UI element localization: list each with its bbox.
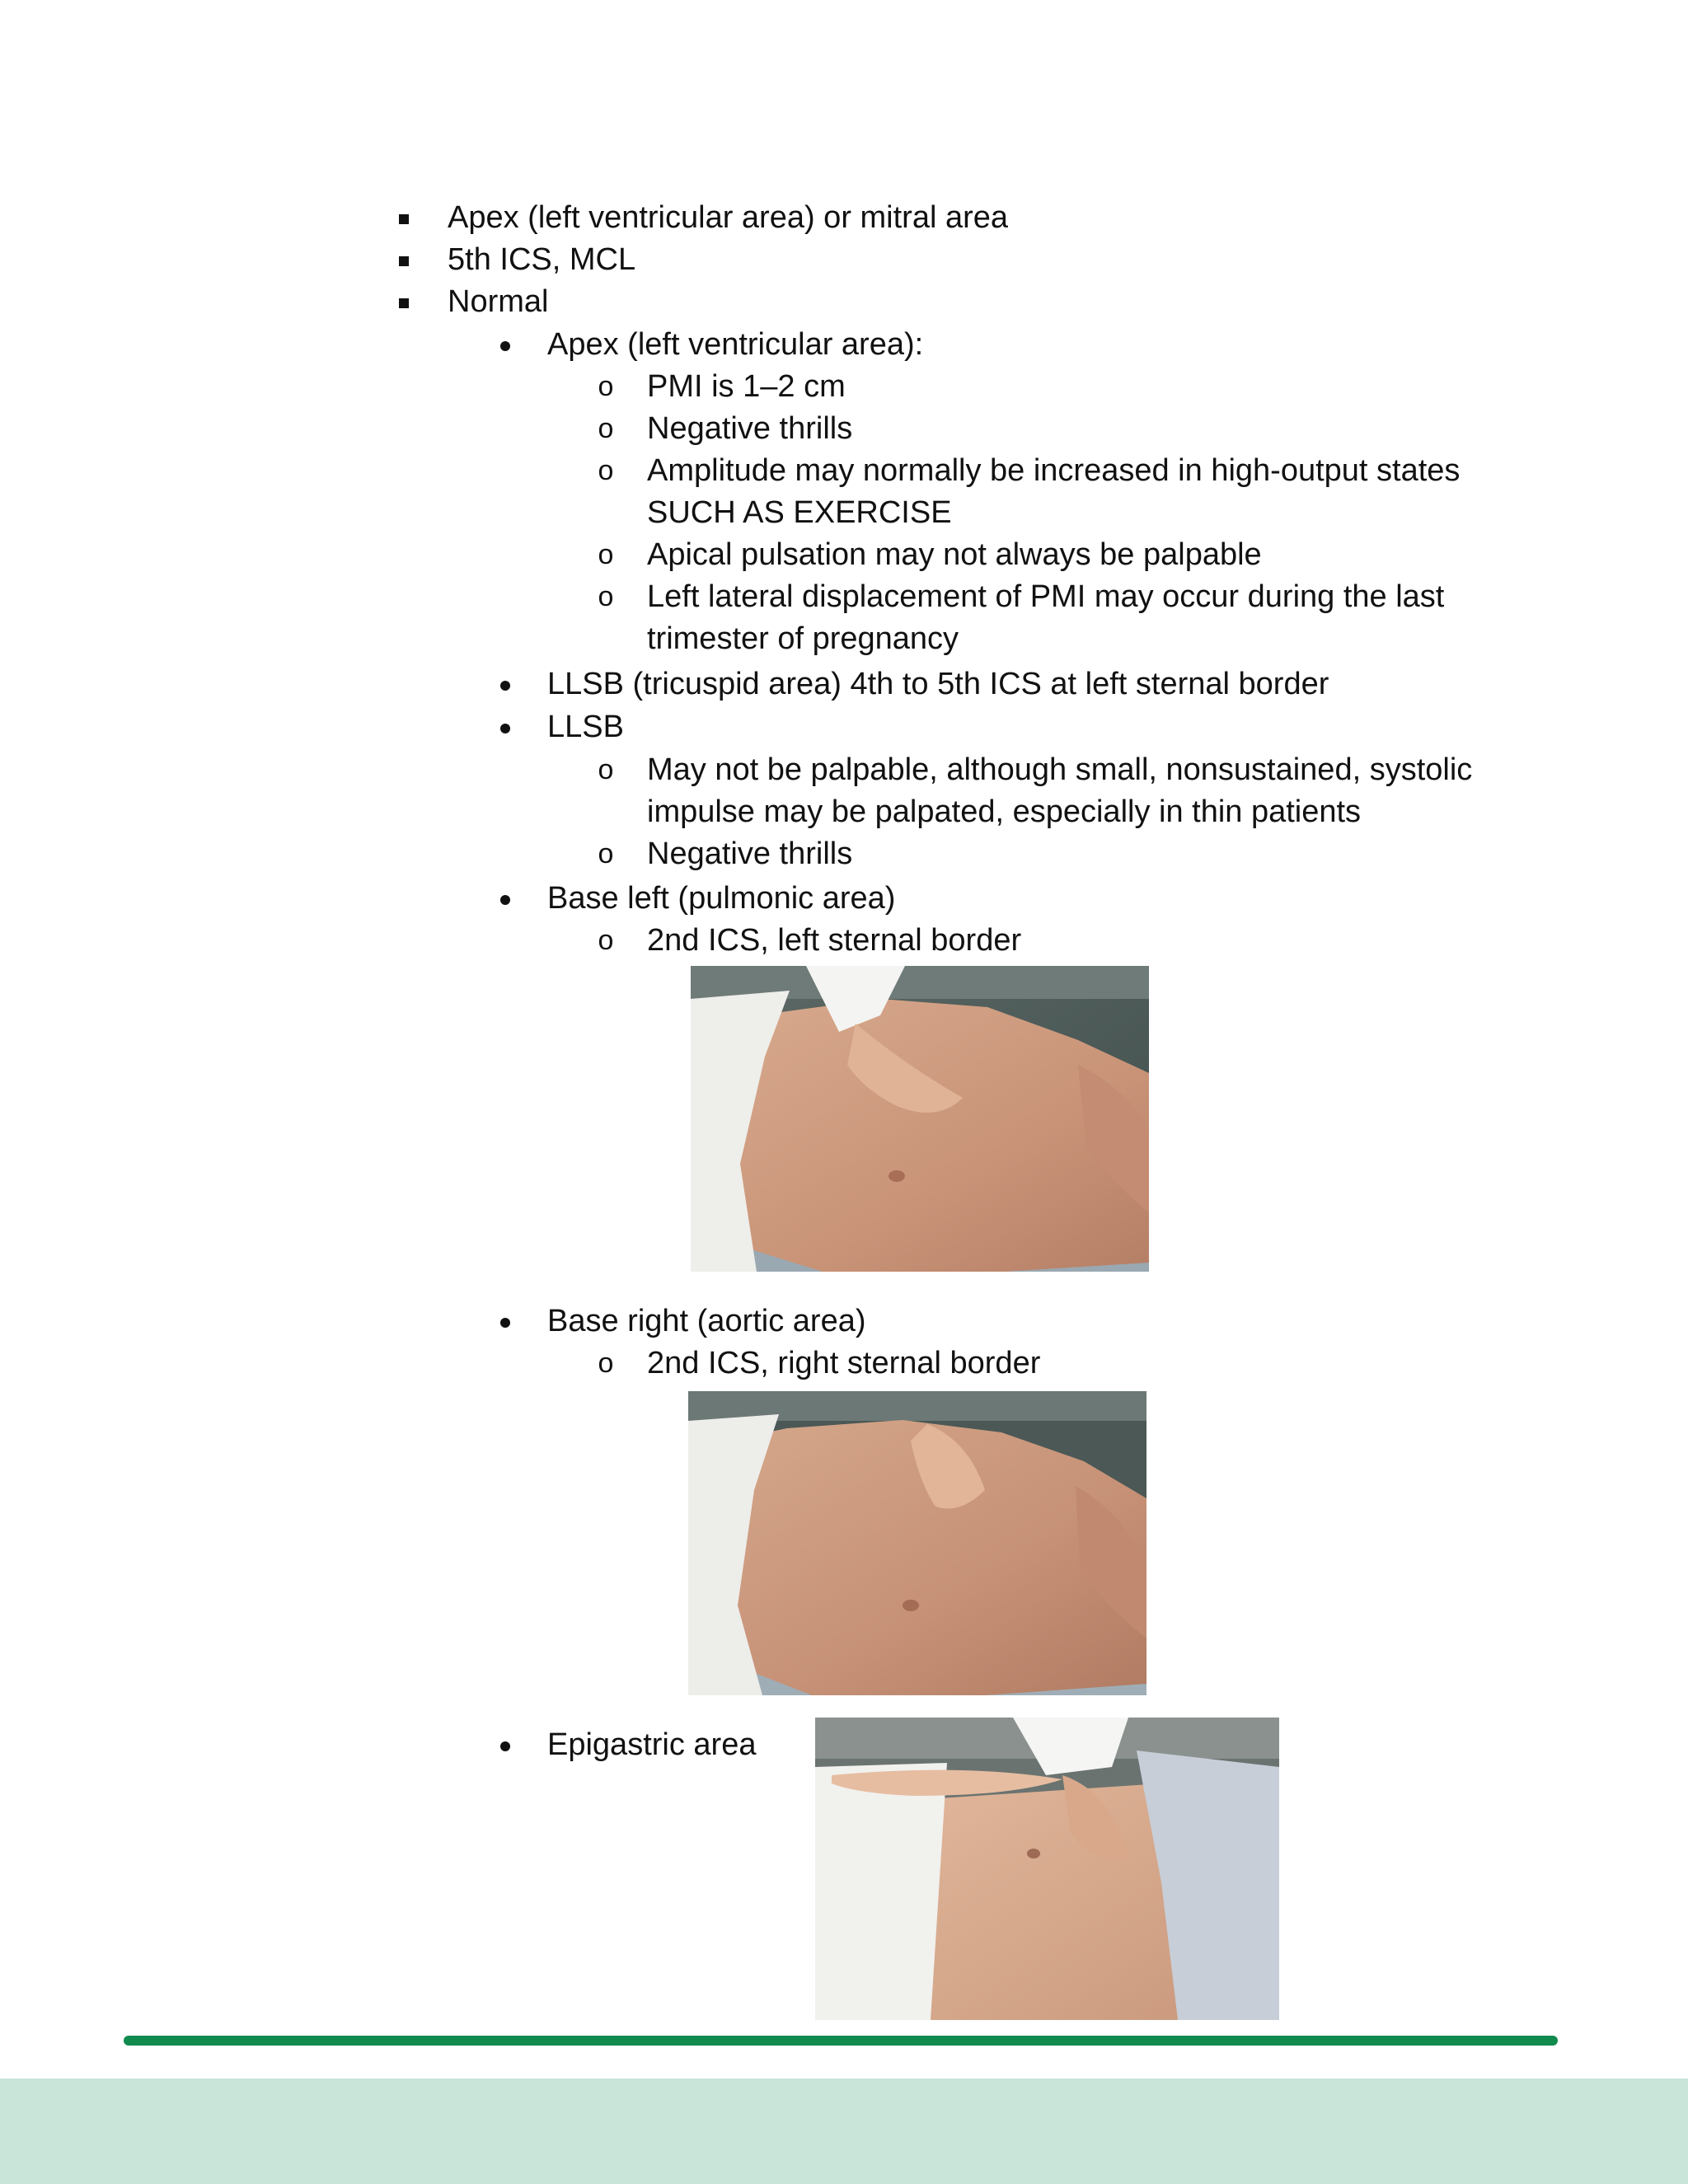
- dot-bullet: [495, 1301, 515, 1343]
- list-item-may-not-be-palpable: May not be palpable, although small, nonsustained, systolic: [647, 752, 1473, 787]
- list-item-2nd-ics-left: 2nd ICS, left sternal border: [647, 923, 1022, 958]
- circle-bullet: o: [598, 1347, 614, 1379]
- list-item-apex-lv: Apex (left ventricular area):: [547, 327, 924, 362]
- list-item-negative-thrills-2: Negative thrills: [647, 837, 853, 871]
- list-item-5th-ics: 5th ICS, MCL: [448, 242, 636, 277]
- list-item-base-left: Base left (pulmonic area): [547, 881, 896, 916]
- dot-bullet: [495, 663, 515, 705]
- footer-divider: [124, 2036, 1558, 2046]
- list-item-epigastric: Epigastric area: [547, 1727, 757, 1762]
- list-item-apex-mitral: Apex (left ventricular area) or mitral area: [448, 200, 1009, 235]
- list-item-amplitude: Amplitude may normally be increased in high-output states: [647, 453, 1461, 488]
- square-bullet: [394, 197, 414, 239]
- circle-bullet: o: [598, 371, 614, 402]
- list-item-2nd-ics-right: 2nd ICS, right sternal border: [647, 1346, 1041, 1380]
- circle-bullet: o: [598, 539, 614, 570]
- list-item-llsb-tricuspid: LLSB (tricuspid area) 4th to 5th ICS at left sternal border: [547, 667, 1329, 701]
- list-item-lateral-displacement: Left lateral displacement of PMI may occur during the last: [647, 579, 1445, 614]
- list-item-base-right: Base right (aortic area): [547, 1304, 866, 1338]
- list-item-lateral-displacement-cont: trimester of pregnancy: [647, 621, 959, 656]
- square-bullet: [394, 281, 414, 323]
- circle-bullet: o: [598, 413, 614, 444]
- photo-base-left-palpation: [691, 966, 1149, 1272]
- dot-bullet: [495, 1724, 515, 1766]
- list-item-pmi: PMI is 1–2 cm: [647, 369, 846, 404]
- dot-bullet: [495, 324, 515, 366]
- circle-bullet: o: [598, 838, 614, 869]
- dot-bullet: [495, 706, 515, 748]
- list-item-llsb: LLSB: [547, 710, 624, 744]
- circle-bullet: o: [598, 925, 614, 956]
- dot-bullet: [495, 878, 515, 920]
- circle-bullet: o: [598, 455, 614, 486]
- footer-band: [0, 2079, 1688, 2184]
- photo-base-right-palpation: [688, 1391, 1146, 1695]
- list-item-amplitude-cont: SUCH AS EXERCISE: [647, 495, 952, 530]
- list-item-apical-pulsation: Apical pulsation may not always be palpable: [647, 537, 1262, 572]
- list-item-may-not-be-palpable-cont: impulse may be palpated, especially in thin patients: [647, 794, 1362, 829]
- photo-epigastric-palpation: [815, 1718, 1279, 2020]
- circle-bullet: o: [598, 581, 614, 612]
- list-item-normal: Normal: [448, 284, 549, 319]
- circle-bullet: o: [598, 754, 614, 785]
- square-bullet: [394, 239, 414, 281]
- list-item-negative-thrills: Negative thrills: [647, 411, 853, 446]
